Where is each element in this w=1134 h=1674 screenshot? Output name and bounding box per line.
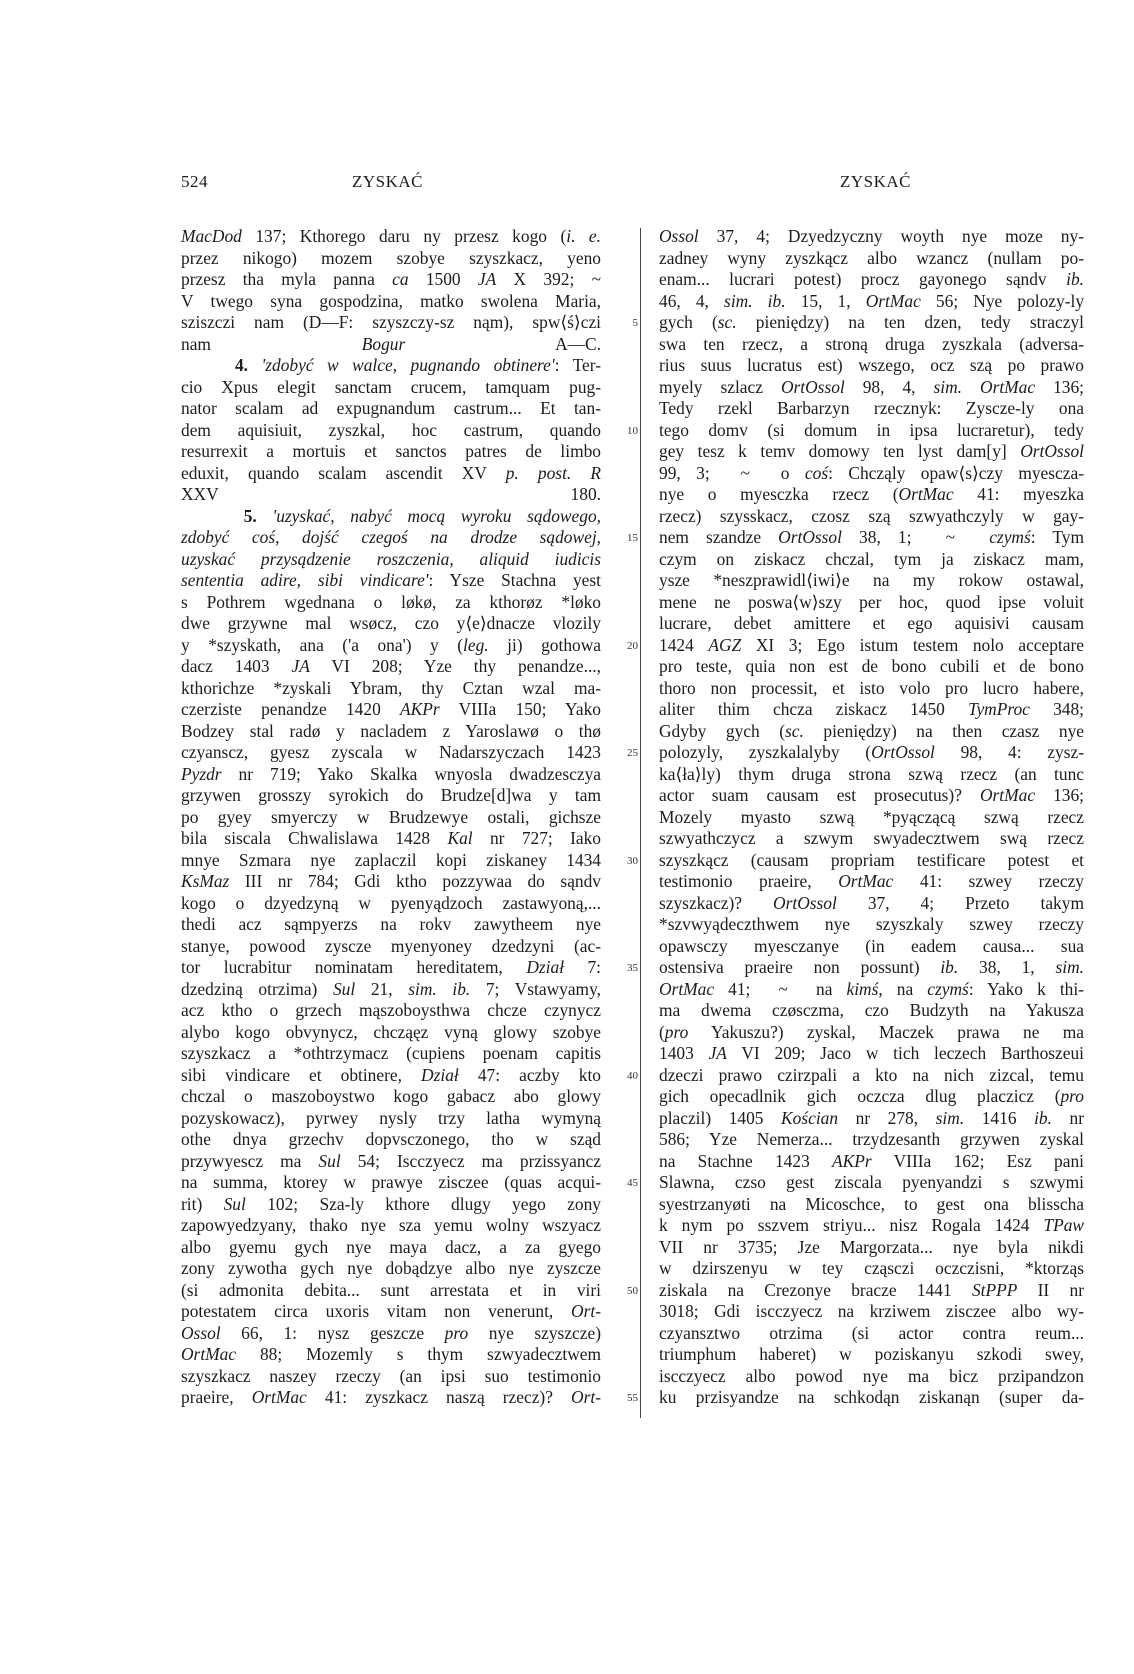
text-line: alybo kogo obvynycz, chcząęz vyną glowy szobye (181, 1021, 601, 1042)
text-line: Slawna, czso gest ziscala pyenyandzi s szwymi (659, 1172, 1084, 1192)
text-line: czyanscz, gyesz zyscala w Nadarszyczach 1423 (181, 742, 601, 762)
text-line: sibi vindicare et obtinere, Dział 47: aczby kto (181, 1064, 601, 1085)
text-line: ka⟨ła⟩ly) thym druga strona szwą rzecz (an tunc (659, 763, 1084, 784)
text-line: gey tesz k temv domowy ten lyst dam[y] OrtOssol (659, 441, 1084, 461)
text-line: szyszkacz)? OrtOssol 37, 4; Przeto takym (659, 892, 1084, 913)
text-line: mene ne poswa⟨w⟩szy per hoc, quod ipse voluit (659, 591, 1084, 612)
text-line: s Pothrem wgednana o løkø, za kthorøz *løko (181, 591, 601, 612)
left-running-head: ZYSKAĆ (352, 172, 424, 191)
text-line: chczal o maszoboystwo kogo gabacz abo glowy (181, 1086, 601, 1106)
text-line: stanye, powood zyscze myenyoney dzedzyni (ac- (181, 935, 601, 956)
text-line: w dzirszenyu w tey cząsczi oczczisni, *ktorząs (659, 1258, 1084, 1278)
text-line: opawsczy myesczanye (in eadem causa... sua (659, 935, 1084, 956)
text-line: 99, 3; ~ o coś: Chcząly opaw⟨s⟩czy myescza- (659, 462, 1084, 483)
text-line: myely szlacz OrtOssol 98, 4, sim. OrtMac 136; (659, 376, 1085, 397)
text-line: eduxit, quando scalam ascendit XV p. post. R (181, 462, 601, 483)
line-number: 25 (627, 747, 638, 759)
text-line: grzywen grosszy syrokich do Brudze[d]wa y tam (181, 785, 601, 805)
text-line: MacDod 137; Kthorego daru ny przesz kogo (i. e. (181, 226, 601, 246)
text-line: nam Bogur A—C. (181, 333, 601, 354)
text-line: Mozely myasto szwą *pyączącą szwą rzecz (659, 806, 1084, 827)
text-line: szwyathczycz a szwym swyadecztwem swą rzecz (659, 828, 1084, 848)
text-line: rzecz) szysskacz, czosz szą szwyathczyly w gay- (659, 505, 1084, 526)
line-number: 40 (627, 1069, 638, 1082)
text-line: V twego syna gospodzina, matko swolena Maria, (181, 290, 601, 311)
text-line: na summa, ktorey w prawye zisczee (quas acqui- (181, 1172, 601, 1192)
text-line: pozyskowacz), pyrwey nysly trzy latha wymyną (181, 1107, 601, 1128)
text-line: Gdyby gych (sc. pieniędzy) na then czasz nye (659, 720, 1084, 741)
text-line: aliter thim chcza ziskacz 1450 TymProc 348; (659, 699, 1084, 719)
text-line: OrtMac 88; Mozemly s thym szwyadecztwem (181, 1344, 601, 1364)
text-line: na Stachne 1423 AKPr VIIIa 162; Esz pani (659, 1150, 1084, 1171)
text-line: czerziste penandze 1420 AKPr VIIIa 150; Yako (181, 699, 601, 719)
text-line: uzyskać przysądzenie roszczenia, aliquid iudicis (181, 548, 601, 569)
line-number: 30 (627, 854, 638, 867)
text-line: enam... lucrari potest) procz gayonego sąndv ib. (659, 269, 1084, 289)
text-line: dwe grzywne mal wsøcz, czo y⟨e⟩dnacze vlozily (181, 613, 601, 633)
page-number: 524 (181, 172, 208, 191)
text-line: XXV 180. (181, 484, 601, 504)
text-line: thoro non processit, et isto volo pro lucro habere, (659, 677, 1084, 698)
text-line: 1403 JA VI 209; Jaco w tich leczech Barthoszeui (659, 1043, 1084, 1063)
text-line: zadney wyny zyszkącz albo wzancz (nullam po- (659, 247, 1084, 268)
text-line: ysze *neszprawidl⟨iwi⟩e na my rokow ostawal, (659, 570, 1084, 590)
text-line: othe dnya grzechv dopvsczonego, tho w sząd (181, 1129, 601, 1149)
text-line: resurrexit a mortuis et sanctos patres de limbo (181, 441, 601, 461)
text-line: mnye Szmara nye zaplaczil kopi ziskaney 1434 (181, 849, 601, 870)
text-line: lucrare, debet amittere et ego aquisivi causam (659, 613, 1084, 633)
text-line: dacz 1403 JA VI 208; Yze thy penandze..., (181, 656, 601, 676)
text-line: szyszkacz a *othtrzymacz (cupiens poenam capitis (181, 1043, 601, 1063)
line-number: 15 (627, 532, 638, 544)
text-line: sziszczi nam (D—F: szyszczy-sz nąm), spw⟨ś⟩czi (181, 312, 601, 332)
text-line: *szvwyądeczthwem nye szyszkaly szwey rzeczy (659, 914, 1084, 934)
text-line: rit) Sul 102; Sza-ly kthore dlugy yego zony (181, 1193, 601, 1214)
text-line: 4. 'zdobyć w walce, pugnando obtinere': Ter- (234, 355, 601, 375)
text-line: polozyly, zyszkalalyby (OrtOssol 98, 4: zysz- (659, 742, 1084, 762)
text-line: testimonio praeire, OrtMac 41: szwey rzeczy (659, 871, 1084, 891)
text-line: (pro Yakuszu?) zyskal, Maczek prawa ne ma (659, 1021, 1084, 1042)
text-line: czym on ziskacz chczal, tym ja ziskacz mam, (659, 548, 1084, 569)
text-line: thedi acz sąmpyerzs na rokv zawytheem nye (181, 914, 601, 934)
text-line: nye o myesczka rzecz (OrtMac 41: myeszka (659, 484, 1084, 504)
text-line: ku przisyandze na schkodąn ziskanąn (super da- (659, 1387, 1084, 1407)
right-text-column (659, 226, 1084, 1409)
text-line: 5. 'uzyskać, nabyć mocą wyroku sądowego, (243, 505, 601, 526)
text-line: szyszkącz (causam propriam testificare potest et (659, 849, 1084, 870)
text-line: dzedziną otrzima) Sul 21, sim. ib. 7; Vstawyamy, (181, 978, 601, 999)
text-line: cio Xpus elegit sanctam crucem, tamquam pug- (181, 376, 601, 397)
text-line: 1424 AGZ XI 3; Ego istum testem nolo acceptare (659, 634, 1084, 655)
text-line: triumphum haberet) w poziskanyu szkodi swey, (659, 1344, 1084, 1364)
text-line: nator scalam ad expugnandum castrum... Et tan- (181, 398, 601, 418)
text-line: swa ten rzecz, a stroną druga zyszkala (adversa- (659, 333, 1084, 354)
text-line: OrtMac 41; ~ na kimś, na czymś: Yako k thi- (659, 978, 1084, 999)
text-line: VII nr 3735; Jze Margorzata... nye byla nikdi (659, 1236, 1084, 1257)
text-line: tego domv (si domum in ipsa lucraretur), tedy (659, 419, 1084, 440)
text-line: ostensiva praeire non possunt) ib. 38, 1, sim. (659, 957, 1085, 977)
text-line: y *szyskath, ana ('a ona') y (leg. ji) gothowa (181, 634, 602, 655)
text-line: przesz tha myla panna ca 1500 JA X 392; ~ (181, 269, 601, 289)
text-line: potestatem circa uxoris vitam non venerunt, Ort- (181, 1301, 601, 1321)
text-line: placzil) 1405 Kościan nr 278, sim. 1416 ib. nr (659, 1107, 1084, 1128)
text-line: kogo o dzyedzyną w pyenyądzoch zastawyoną,... (181, 892, 601, 913)
text-line: 3018; Gdi iscczyecz na krziwem zisczee albo wy- (659, 1301, 1084, 1321)
line-number: 10 (627, 424, 638, 437)
text-line: acz ktho o grzech mąszoboysthwa chcze czynycz (181, 1000, 601, 1020)
text-line: tor lucrabitur nominatam hereditatem, Dział 7: (181, 957, 601, 977)
column-divider-rule (640, 228, 641, 1418)
text-line: bila siscala Chwalislawa 1428 Kal nr 727; Iako (181, 828, 601, 848)
line-number: 35 (627, 962, 638, 974)
text-line: Ossol 66, 1: nysz geszcze pro nye szyszcze) (181, 1322, 601, 1343)
line-number: 45 (627, 1177, 638, 1189)
right-running-head: ZYSKAĆ (840, 172, 912, 191)
text-line: albo gyemu gych nye maya dacz, a za gyego (181, 1236, 601, 1257)
text-line: gich opecadlnik gich oczcza dlug placzicz (pro (659, 1086, 1084, 1106)
text-line: sententia adire, sibi vindicare': Ysze Stachna yest (181, 570, 601, 590)
text-line: KsMaz III nr 784; Gdi ktho pozzywaa do sąndv (181, 871, 601, 891)
line-number: 5 (632, 317, 638, 329)
text-line: syestrzanyøti na Micoschce, to gest ona blisscha (659, 1193, 1084, 1214)
text-line: (si admonita debita... sunt arrestata et in viri (181, 1279, 601, 1300)
text-line: 586; Yze Nemerza... trzydzesanth grzywen zyskal (659, 1129, 1084, 1149)
line-number: 55 (627, 1392, 638, 1404)
line-number: 20 (627, 639, 638, 652)
text-line: Ossol 37, 4; Dzyedzyczny woyth nye moze ny- (659, 226, 1084, 246)
text-line: dem aquisiuit, zyszkal, hoc castrum, quando (181, 419, 601, 440)
text-line: nem szandze OrtOssol 38, 1; ~ czymś: Tym (659, 527, 1084, 547)
text-line: zony zywotha gych nye dobądzye albo nye zyszcze (181, 1258, 601, 1278)
text-line: czyansztwo otrzima (si actor contra reum... (659, 1322, 1084, 1343)
text-line: kthorichze *zyskali Ybram, thy Cztan wzal ma- (181, 677, 601, 698)
text-line: ziskala na Crezonye bracze 1441 StPPP II nr (659, 1279, 1084, 1300)
text-line: 46, 4, sim. ib. 15, 1, OrtMac 56; Nye polozy-ly (659, 290, 1085, 311)
text-line: actor suam causam est prosecutus)? OrtMac 136; (659, 785, 1084, 805)
text-line: szyszkacz naszey rzeczy (an ipsi suo testimonio (181, 1365, 601, 1386)
text-line: ma dwema czøsczma, czo Budzyth na Yakusza (659, 1000, 1084, 1020)
text-line: praeire, OrtMac 41: zyszkacz naszą rzecz)? Ort- (181, 1387, 601, 1407)
text-line: po gyey smyerczy w Brudzewye ostali, gichsze (181, 806, 601, 827)
text-line: Bodzey stal radø y nacladem z Yaroslawø o thø (181, 720, 601, 741)
text-line: k nym po sszvem striyu... nisz Rogala 1424 TPaw (659, 1215, 1084, 1235)
text-line: zapowyedzyany, thako nye sza yemu wolny wszyacz (181, 1215, 601, 1235)
text-line: przywyescz ma Sul 54; Iscczyecz ma przissyancz (181, 1150, 601, 1171)
text-line: rius suus lucratus est) wszego, ocz szą po prawo (659, 355, 1084, 375)
text-line: zdobyć coś, dojść czegoś na drodze sądowej, (181, 527, 601, 547)
text-line: dzeczi prawo czirzpali a kto na nich zizcal, temu (659, 1064, 1084, 1085)
line-number: 50 (627, 1284, 638, 1297)
text-line: Tedy rzekl Barbarzyn rzecznyk: Zyscze-ly ona (659, 398, 1084, 418)
text-line: gych (sc. pieniędzy) na ten dzen, tedy straczyl (659, 312, 1084, 332)
text-line: Pyzdr nr 719; Yako Skalka wnyosla dwadzesczya (181, 763, 601, 784)
text-line: iscczyecz albo powod nye ma bicz przipandzon (659, 1365, 1084, 1386)
text-line: pro teste, quia non est de bono cubili et de bono (659, 656, 1084, 676)
left-text-column (181, 226, 601, 1409)
text-line: przez nikogo) mozem szobye szyszkacz, yeno (181, 247, 601, 268)
